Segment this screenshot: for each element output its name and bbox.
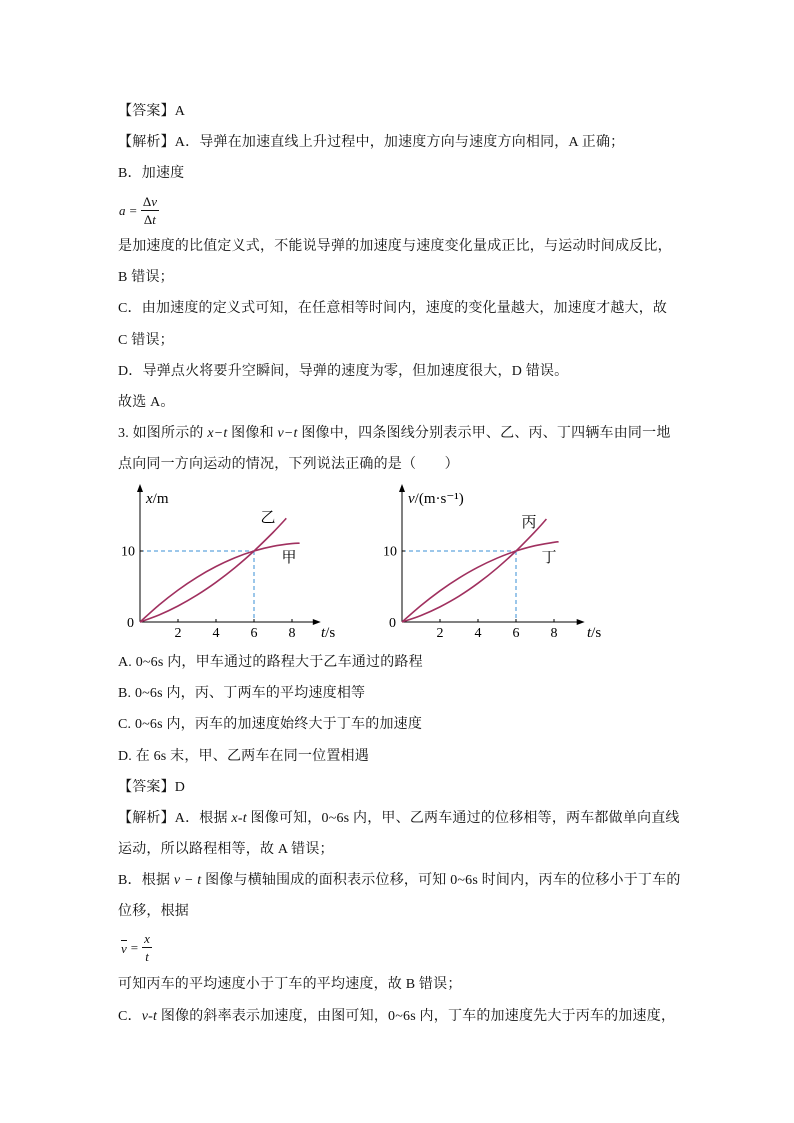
formula-lhs-mean-velocity: v: [121, 941, 127, 956]
analysis-text: 【解析】A．根据: [118, 811, 232, 826]
formula-equals: =: [130, 939, 139, 955]
q3-analysis-a-line-2: 运动，所以路程相等，故 A 错误；: [118, 842, 334, 857]
x-tick-label: 8: [288, 626, 296, 641]
stem-text: 图像中，四条图线分别表示甲、乙、丙、丁四辆车由同一地: [297, 426, 671, 441]
analysis-text: 图像的斜率表示加速度，由图可知，0~6s 内，丁车的加速度先大于丙车的加速度，: [157, 1009, 676, 1024]
q2-conclusion: 故选 A。: [118, 395, 175, 410]
curve-bing: [402, 519, 546, 622]
y-axis-label: [145, 491, 169, 507]
q3-option-a: A. 0~6s 内，甲车通过的路程大于乙车通过的路程: [118, 655, 423, 670]
average-velocity-formula: [121, 931, 152, 964]
origin-label: 0: [127, 616, 134, 631]
stem-math-xt: x−t: [207, 426, 228, 441]
y-axis-unit: /m: [152, 491, 169, 507]
x-axis-label: [321, 625, 335, 641]
q3-answer: 【答案】D: [118, 780, 186, 795]
q3-option-b: B. 0~6s 内，丙、丁两车的平均速度相等: [118, 686, 366, 701]
q3-stem-line-1: [118, 424, 671, 444]
analysis-text: C．: [118, 1009, 142, 1024]
analysis-math-xt: x-t: [231, 811, 247, 826]
x-tick-label: 2: [174, 626, 182, 641]
analysis-math-vt: v − t: [173, 873, 202, 888]
y-axis-arrow: [137, 484, 143, 492]
q3-analysis-b-line-3: 可知丙车的平均速度小于丁车的平均速度，故 B 错误；: [118, 977, 462, 992]
curve-label-jia: 甲: [281, 550, 297, 566]
x-tick-label: 2: [436, 626, 444, 641]
y-tick-label: 10: [121, 544, 135, 560]
q3-analysis-b-line-1: [118, 871, 681, 891]
formula-equals: =: [129, 202, 137, 218]
q2-analysis-b-line-1: 是加速度的比值定义式，不能说导弹的加速度与速度变化量成正比，与运动时间成反比，: [118, 239, 672, 254]
formula-numerator: x: [144, 931, 150, 946]
formula-denominator: [142, 211, 158, 227]
numerator-variable: v: [151, 194, 157, 209]
x-axis-unit: /s: [591, 625, 602, 641]
analysis-text: 图像可知，0~6s 内，甲、乙两车通过的位移相等，两车都做单向直线: [246, 811, 680, 826]
q2-analysis-c-line-1: C．由加速度的定义式可知，在任意相等时间内，速度的变化量越大，加速度才越大，故: [118, 301, 668, 316]
q2-analysis-b-intro: B．加速度: [118, 166, 185, 181]
y-axis-unit: /(m·s⁻¹): [414, 491, 464, 507]
acceleration-formula: [119, 194, 159, 227]
formula-denominator: t: [145, 949, 149, 964]
x-axis-variable: t: [587, 625, 592, 641]
analysis-text: 图像与横轴围成的面积表示位移，可知 0~6s 时间内，丙车的位移小于丁车的: [201, 873, 681, 888]
curve-label-jia-yi: 乙: [260, 510, 276, 526]
origin-label: 0: [389, 616, 396, 631]
x-axis-arrow: [577, 619, 585, 625]
formula-fraction: [142, 931, 152, 964]
formula-fraction: [141, 194, 159, 227]
x-axis-label: [587, 625, 601, 641]
stem-math-vt: v−t: [277, 426, 298, 441]
x-tick-label: 4: [212, 626, 220, 641]
q2-analysis-b-line-2: B 错误；: [118, 270, 174, 285]
x-axis-unit: /s: [325, 625, 336, 641]
delta-symbol: Δ: [142, 194, 152, 209]
q2-analysis-a: 【解析】A．导弹在加速直线上升过程中，加速度方向与速度方向相同，A 正确；: [118, 135, 625, 150]
q3-stem-line-2: 点向同一方向运动的情况，下列说法正确的是（ ）: [118, 457, 459, 472]
curve-jia: [140, 543, 300, 622]
delta-symbol: Δ: [143, 212, 153, 227]
stem-text: 3. 如图所示的: [118, 426, 208, 441]
x-tick-label: 6: [512, 626, 520, 641]
x-axis-arrow: [313, 619, 321, 625]
y-axis-variable: x: [146, 491, 153, 507]
q3-analysis-a-line-1: [118, 809, 680, 829]
denominator-variable: t: [152, 212, 156, 227]
q2-analysis-d: D．导弹点火将要升空瞬间，导弹的速度为零，但加速度很大，D 错误。: [118, 364, 569, 379]
x-tick-label: 4: [474, 626, 482, 641]
curve-label-bing: 丙: [521, 515, 537, 531]
formula-lhs: a: [119, 202, 126, 218]
x-tick-label: 6: [250, 626, 258, 641]
curve-yi: [140, 518, 286, 622]
q2-analysis-c-line-2: C 错误；: [118, 333, 174, 348]
y-axis-arrow: [399, 484, 405, 492]
analysis-text: B．根据: [118, 873, 174, 888]
q3-analysis-c-line-1: [118, 1007, 675, 1027]
x-tick-label: 8: [550, 626, 558, 641]
analysis-math-vt: v-t: [141, 1009, 158, 1024]
chart-vt: [365, 478, 615, 648]
q3-option-d: D. 在 6s 末，甲、乙两车在同一位置相遇: [118, 749, 369, 764]
y-axis-label: [408, 491, 464, 507]
q2-answer: 【答案】A: [118, 104, 186, 119]
q3-option-c: C. 0~6s 内，丙车的加速度始终大于丁车的加速度: [118, 717, 423, 732]
y-axis-variable: v: [408, 491, 415, 507]
stem-text: 图像和: [227, 426, 278, 441]
q3-analysis-b-line-2: 位移，根据: [118, 904, 189, 919]
chart-xt: [100, 478, 350, 648]
formula-numerator: [141, 194, 159, 211]
curve-label-ding: 丁: [541, 550, 557, 566]
x-axis-variable: t: [321, 625, 326, 641]
y-tick-label: 10: [383, 544, 397, 560]
